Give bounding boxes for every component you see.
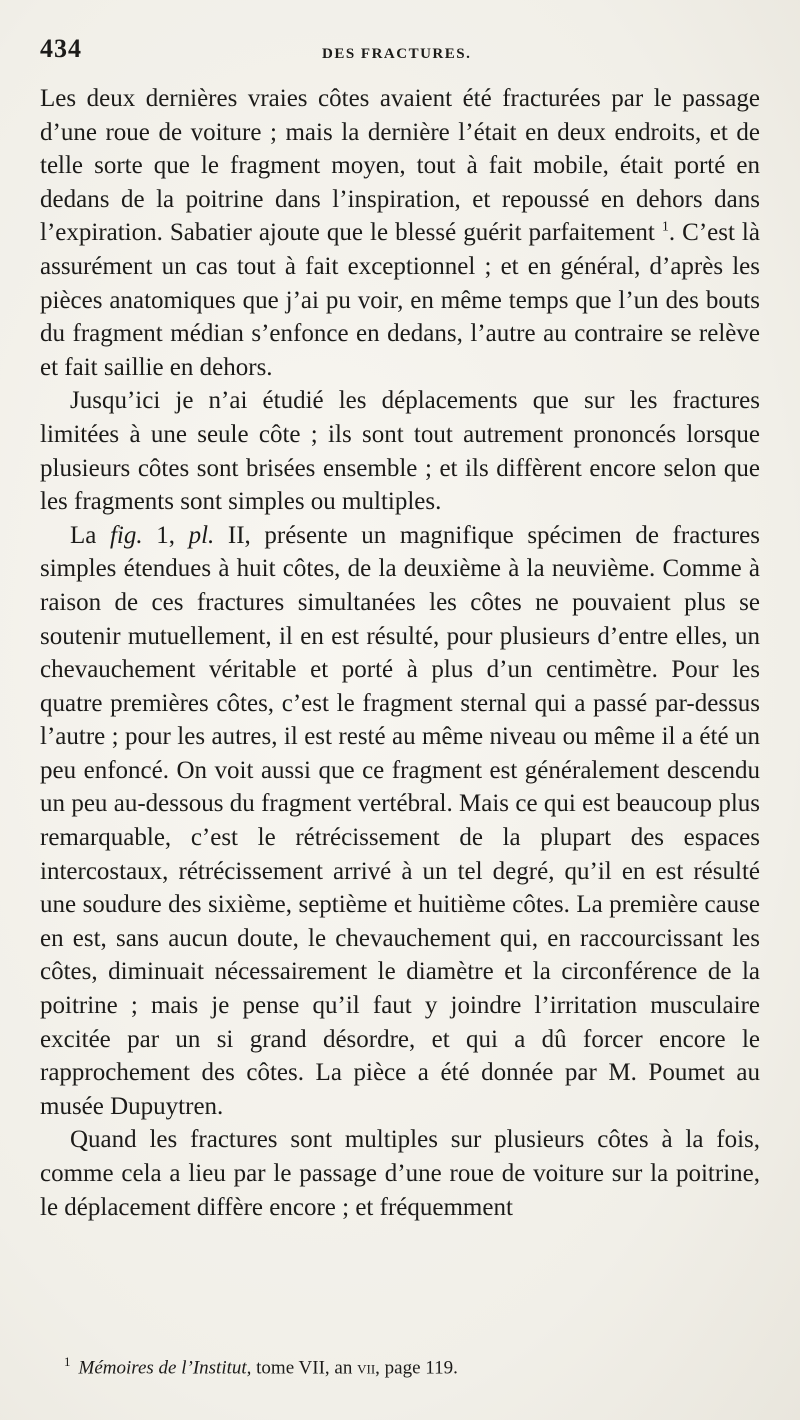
- page-header: [40, 34, 760, 74]
- footnote-text-part: tome VII, an: [251, 1357, 358, 1379]
- footnote-reference: 1: [661, 220, 669, 236]
- body-paragraph: [40, 384, 760, 518]
- body-paragraph: [40, 82, 760, 384]
- running-head: DES FRACTURES.: [322, 46, 472, 62]
- italic-text: fig.: [109, 521, 143, 549]
- body-paragraph: [40, 519, 760, 1124]
- paragraph-text: Quand les fractures sont multiples sur plusieurs côtes à la fois, comme cela a lieu par le passage d’une roue de voiture sur la poitrine, le déplacement diffère encore ; et fréquemment: [40, 1126, 760, 1221]
- body-text: [40, 82, 760, 1224]
- paragraph-text: . C’est là assurément un cas tout à fait exceptionnel ; et en général, d’après les pièces anatomiques que j’ai pu voir, en même temps que l’un des bouts du fragment médian s’enfonce en dedans, l’autre au contraire se relève et fait saillie en dehors.: [40, 219, 760, 381]
- paragraph-text: 1,: [142, 521, 189, 549]
- body-paragraph: [40, 1123, 760, 1224]
- paragraph-text: Jusqu’ici je n’ai étudié les déplacements que sur les fractures limitées à une seule côte ; ils sont tout autrement prononcés lorsque plusieurs côtes sont brisées ensemble ; et ils diffèrent encore selon que les fragments sont simples ou multiples.: [40, 387, 760, 516]
- paragraph-text: II, présente un magnifique spécimen de fractures simples étendues à huit côtes, de la deuxième à la neuvième. Comme à raison de ces fractures simultanées les côtes ne pouvaient plus se soutenir mutuellement, il en est résulté, pour plusieurs d’entre elles, un chevauchement véritable et porté à plus d’un centimètre. Pour les quatre premières côtes, c’est le fragment sternal qui a passé par-dessus l’autre ; pour les autres, il est resté au même niveau ou même il a été un peu enfoncé. On voit aussi que ce fragment est généralement descendu un peu au-dessous du fragment vertébral. Mais ce qui est beaucoup plus remarquable, c’est le rétrécissement de la plupart des espaces intercostaux, rétrécissement arrivé à un tel degré, qu’il en est résulté une soudure des sixième, septième et huitième côtes. La première cause en est, sans aucun doute, le chevauchement qui, en raccourcissant les côtes, diminuait nécessairement le diamètre et la circonférence de la poitrine ; mais je pense qu’il faut y joindre l’irritation musculaire excitée par un si grand désordre, et qui a dû forcer encore le rapprochement des côtes. La pièce a été donnée par M. Poumet au musée Dupuytren.: [40, 521, 760, 1120]
- italic-text: pl.: [188, 521, 215, 549]
- paragraph-text: Les deux dernières vraies côtes avaient été fracturées par le passage d’une roue de voiture ; mais la dernière l’était en deux endroits, et de telle sorte que le fragment moyen, tout à fait mobile, était porté en dedans de la poitrine dans l’inspiration, et repoussé en dehors dans l’expiration. Sabatier ajoute que le blessé guérit parfaitement: [40, 85, 760, 247]
- page-number: 434: [40, 34, 82, 63]
- footnote-source-title: Mémoires de l’Institut,: [78, 1357, 252, 1379]
- footnote-mark: 1: [64, 1354, 71, 1369]
- footnote: [64, 1350, 744, 1380]
- paragraph-text: La: [70, 521, 110, 549]
- footnote-year: vii: [357, 1357, 376, 1379]
- footnote-text-part: , page 119.: [375, 1357, 458, 1379]
